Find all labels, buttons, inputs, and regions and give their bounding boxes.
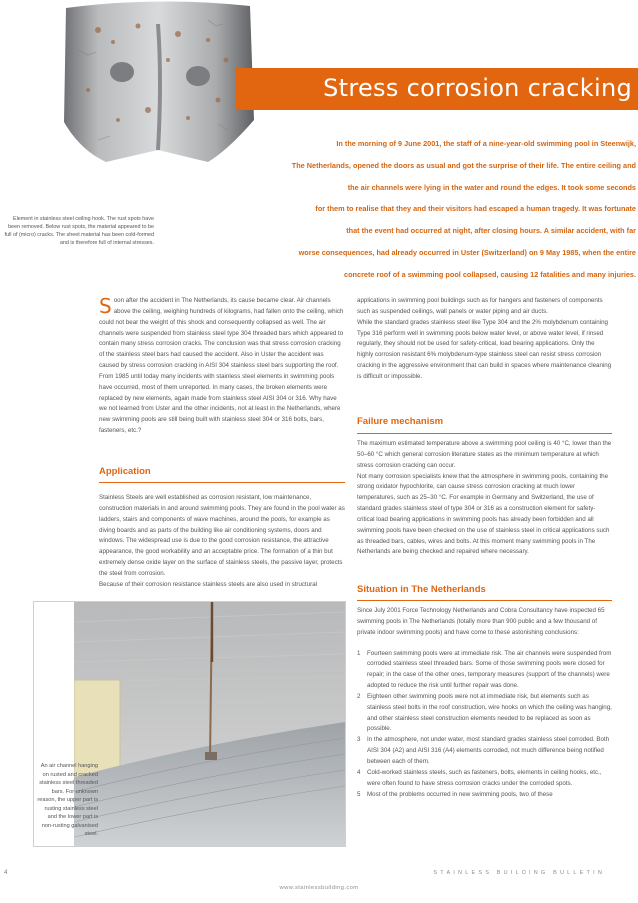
conclusions-list	[357, 649, 612, 801]
application-heading: Application	[99, 466, 151, 477]
page-number: 4	[4, 870, 8, 876]
right-paragraph-1: applications in swimming pool buildings such as for hangers and fasteners of components such as suspended ceilings, wall panels or water piping and air ducts.	[357, 297, 603, 315]
intro-line: worse consequences, had already occurred in Uster (Switzerland) on 9 May 1985, when the entire	[298, 247, 636, 257]
title-bar	[236, 68, 638, 110]
intro-line: In the morning of 9 June 2001, the staff of a nine-year-old swimming pool in Steenwijk,	[336, 139, 636, 148]
top-photo-caption: Element in stainless steel ceiling hook. The rust spots have been removed. Below rust spots, the material appeared to be full of (micro) cracks. The sheet material has been cold-formed and is therefore full of internal stresses.	[4, 216, 154, 246]
divider	[357, 433, 612, 434]
situation-heading: Situation in The Netherlands	[357, 584, 486, 595]
list-item	[357, 649, 612, 692]
list-number: 4	[357, 768, 361, 776]
application-text-2: Because of their corrosion resistance stainless steels are also used in structural	[99, 580, 318, 588]
intro-line: that the event had occurred at night, after closing hours. A similar accident, with far	[346, 226, 636, 236]
bottom-photo-caption: An air channel hanging on rusted and cracked stainless steel threaded bars. For unknown reason, the upper part is rusting stainless steel and the lower part is non-rusting galvanised steel.	[37, 763, 98, 837]
situation-section	[357, 606, 612, 800]
intro-lead	[222, 133, 636, 286]
list-item	[357, 768, 612, 790]
dropcap: S	[99, 294, 112, 318]
left-column	[99, 296, 345, 437]
list-text: In the atmosphere, not under water, most standard grades stainless steel corroded. Both AISI 304 (A2) and AISI 316 (A4) elements corroded, not much difference being notified between each of them.	[367, 736, 610, 765]
air-channel-photo	[74, 602, 345, 846]
list-text: Most of the problems occurred in new swimming pools, two of these	[367, 790, 553, 798]
failure-section	[357, 439, 612, 558]
application-text: Stainless Steels are well established as corrosion resistant, low maintenance, construction materials in and around swimming pools. They are found in the pool water as ladders, stairs and components of wave machines, around the pools, for example as diving boards and as parts of the building like air conditioning systems, doors and windows. The widespread use is due to the good corrosion resistance, the attractive appearance, the good workability and an acceptable price. The formation of a thin but extremely dense oxide layer on the surface of stainless steels, the passive layer, protects the steel from corrosion.	[99, 494, 345, 577]
left-paragraph-1-text: oon after the accident in The Netherlands, its cause became clear. Air channels above the ceiling, weighing hundreds of kilograms, had fallen onto the ceiling, which could not bear the weight of this shock and consequently collapsed as well. The air channels were suspended from stainless steel type 304 threaded bars which appeared to contain many stress corrosion cracks. The conclusion was that stress corrosion cracking of the stainless steel bars had caused the accident. Also in Uster the accident was caused by stress corrosion cracking in AISI 304 stainless steel bars supporting the roof.	[99, 297, 344, 370]
left-paragraph-1	[99, 296, 345, 372]
intro-line: concrete roof of a swimming pool collapsed, causing 12 fatalities and many injuries.	[344, 269, 636, 279]
page-title: Stress corrosion cracking	[323, 74, 632, 102]
divider	[357, 600, 612, 601]
intro-line: the air channels were lying in the water and round the edges. It took some seconds	[347, 182, 636, 192]
website-link[interactable]: www.stainlessbuilding.com	[279, 885, 359, 891]
list-item	[357, 735, 612, 768]
list-number: 1	[357, 649, 361, 657]
right-paragraph-2: While the standard grades stainless steel like Type 304 and the 2% molybdenum containing Type 316 perform well in swimming pools below water level, or above water level, if rinsed regularly, they should not be used for safety-critical, load bearing applications. Only the highly corrosion resistant 6% molybdenum-type stainless steel can resist stress corrosion cracking in the aggressive environment that can build in spaces where maintenance cleaning is difficult or impossible.	[357, 318, 612, 380]
bulletin-name: STAINLESS BUILDING BULLETIN	[433, 870, 605, 876]
divider	[99, 482, 345, 483]
list-text: Fourteen swimming pools were at immediate risk. The air channels were suspended from corroded stainless steel threaded bars. Some of those swimming pools were closed for repair; in the case of the other ones, temporary measures (support of the channels) were adopted to reduce the risk until further repair was done.	[367, 649, 612, 690]
intro-line: for them to realise that they and their visitors had escaped a human tragedy. It was fortunate	[315, 204, 636, 214]
left-paragraph-2: From 1985 until today many incidents with stainless steel elements in swimming pools have occurred, most of them unreported. In many cases, the broken elements were replaced by new elements, again made from stainless steel AISI 304 or 316. Why have we not learned from Uster and the other incidents, not at least in the Netherlands, where new swimming pools are still being built with stainless steel 304 or 316 bolts, bars, fasteners, etc.?	[99, 372, 341, 435]
situation-paragraph-1: Since July 2001 Force Technology Netherlands and Cobra Consultancy have inspected 65 swimming pools in The Netherlands (totally more than 900 public and a few thousand of private indoor swimming pools) and have come to these astonishing conclusions:	[357, 607, 605, 636]
failure-paragraph-2: Not many corrosion specialists knew that the atmosphere in swimming pools, containing the strong oxidator hypochlorite, can cause stress corrosion cracking at much lower temperatures, such as 25–30 °C. For example in Germany and Switzerland, the use of standard grades stainless steel of type 304 or 316 as a construction element for safety-critical load bearing applications in swimming pools has already been forbidden and all swimming pools have been checked on the use of stainless steel in critical applications such as threaded bars, cables, wires and bolts. At this moment many swimming pools in The Netherlands are being checked and repaired where necessary.	[357, 472, 610, 556]
list-item	[357, 692, 612, 735]
failure-heading: Failure mechanism	[357, 416, 444, 427]
failure-paragraph-1: The maximum estimated temperature above a swimming pool ceiling is 40 °C, lower than the 50–60 °C which general corrosion literature states as the minimum temperature at which stress corrosion cracking can occur.	[357, 440, 612, 469]
intro-line: The Netherlands, opened the doors as usual and got the surprise of their life. The entire ceiling and	[291, 160, 636, 170]
list-number: 2	[357, 692, 361, 700]
application-section	[99, 493, 345, 591]
list-number: 3	[357, 736, 361, 744]
right-column	[357, 296, 612, 383]
list-number: 5	[357, 790, 361, 798]
list-text: Cold-worked stainless steels, such as fasteners, bolts, elements in ceiling hooks, etc., were often found to have stress corrosion cracks under the corroded spots.	[367, 768, 602, 787]
list-text: Eighteen other swimming pools were not at immediate risk, but elements such as stainless steel bolts in the roof construction, wire hooks on which the ceiling was hanging, and other stainless steel construction elements needed to be replaced as soon as possible.	[367, 692, 612, 733]
list-item	[357, 790, 612, 801]
